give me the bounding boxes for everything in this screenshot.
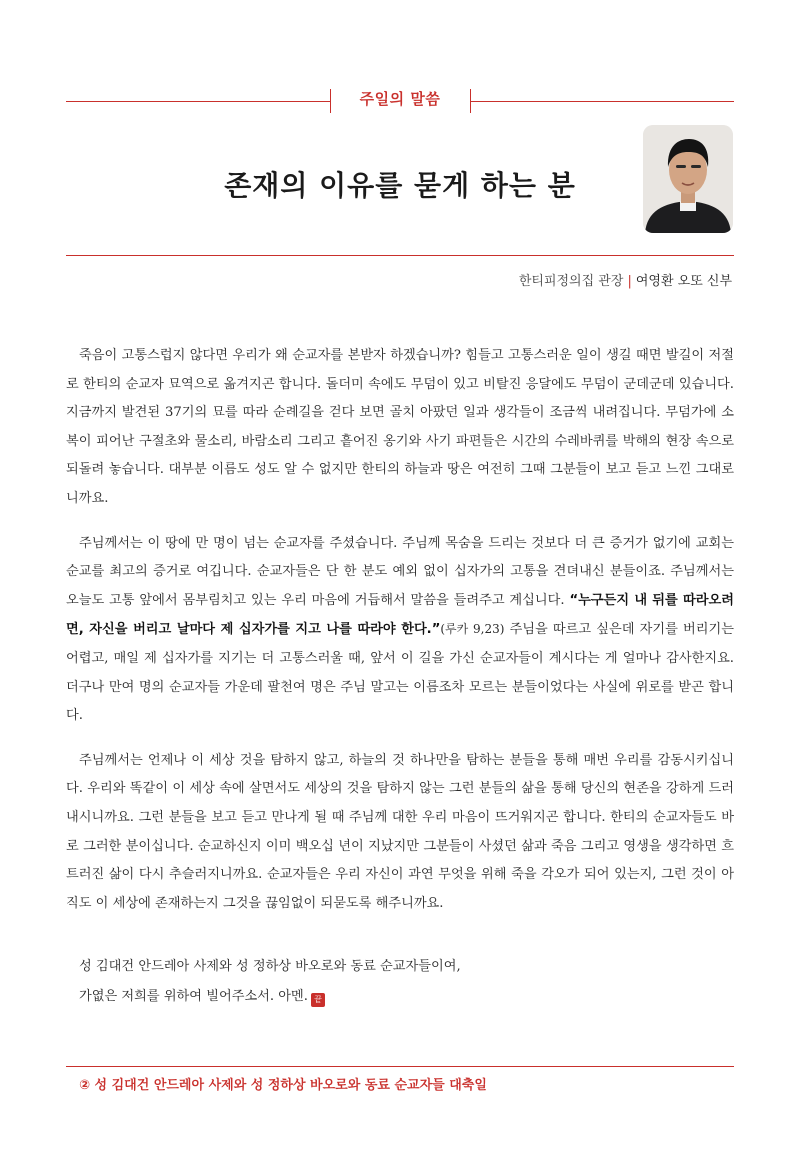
author-name: 여영환 오또 신부 — [635, 274, 732, 289]
header-rule-right — [470, 101, 734, 102]
prayer-line-2 — [79, 982, 461, 1012]
title-divider — [66, 255, 734, 256]
scripture-citation: (루카 9,23) — [440, 622, 505, 637]
author-photo-image — [643, 125, 733, 233]
prayer-line-2-text: 가엾은 저희를 위하여 빌어주소서. 아멘. — [79, 989, 308, 1004]
paragraph-2-text-after: 주님을 따르고 싶은데 자기를 버리기는 어렵고, 매일 제 십자가를 지기는 더 고통스러울 때, 앞서 이 길을 가신 순교자들이 계시다는 게 얼마나 감사한지요. 더구나 만여 명의 순교자들 가운데 팔천여 명은 주님 말고는 이름조차 모르는 분들이었다는 사실에 위로를 받곤 합니다. — [66, 622, 734, 724]
author-position: 한티피정의집 관장 — [518, 274, 624, 289]
end-mark-icon: 끝 — [311, 993, 325, 1007]
article-paragraph-1: 죽음이 고통스럽지 않다면 우리가 왜 순교자를 본받자 하겠습니까? 힘들고 고통스러운 일이 생길 때면 발길이 저절로 한티의 순교자 묘역으로 옮겨지곤 합니다. 돌더미 속에도 무덤이 있고 비탈진 응달에도 무덤이 군데군데 있습니다. 지금까지 발견된 37기의 묘를 따라 순례길을 걷다 보면 골치 아팠던 일과 생각들이 조금씩 내려집니다. 무덤가에 소복이 피어난 구절초와 물소리, 바람소리 그리고 흩어진 옹기와 사기 파편들은 시간의 수레바퀴를 박해의 현장 속으로 되돌려 놓습니다. 대부분 이름도 성도 알 수 없지만 한티의 하늘과 땅은 여전히 그때 그분들이 보고 듣고 느낀 그대로니까요. — [66, 348, 734, 506]
paragraph-2-text-before: 주님께서는 이 땅에 만 명이 넘는 순교자를 주셨습니다. 주님께 목숨을 드리는 것보다 더 큰 증거가 없기에 교회는 순교를 최고의 증거로 여깁니다. 순교자들은 단 한 분도 예외 없이 십자가의 고통을 견뎌내신 분들이죠. 주님께서는 오늘도 고통 앞에서 몸부림치고 있는 우리 마음에 거듭해서 말씀을 들려주고 계십니다. — [66, 535, 734, 608]
section-label: 주일의 말씀 — [359, 90, 441, 108]
author-byline — [519, 270, 732, 289]
prayer-line-1: 성 김대건 안드레아 사제와 성 정하상 바오로와 동료 순교자들이여, — [79, 959, 461, 974]
byline-separator: | — [627, 274, 632, 289]
footer-rule — [66, 1066, 734, 1067]
scripture-quote: “누구든지 내 뒤를 따라오려면, 자신을 버리고 날마다 제 십자가를 지고 나를 따라야 한다.” — [66, 592, 734, 638]
article-paragraph-3: 주님께서는 언제나 이 세상 것을 탐하지 않고, 하늘의 것 하나만을 탐하는 분들을 통해 매번 우리를 감동시키십니다. 우리와 똑같이 이 세상 속에 살면서도 세상의 것을 탐하지 않는 그런 분들의 삶을 통해 당신의 현존을 강하게 드러내시니까요. 그런 분들을 보고 듣고 만나게 될 때 주님께 대한 우리 마음이 뜨거워지곤 합니다. 한티의 순교자들도 바로 그러한 분이십니다. 순교하신지 이미 백오십 년이 지났지만 그분들이 사셨던 삶과 죽음 그리고 영생을 생각하면 흐트러진 삶이 다시 추슬러지니까요. 순교자들은 우리 자신이 과연 무엇을 위해 죽을 각오가 되어 있는지, 그런 것이 아직도 이 세상에 존재하는지 그것을 끊임없이 되묻도록 해주니까요. — [66, 752, 734, 911]
feast-day-note: ② 성 김대건 안드레아 사제와 성 정하상 바오로와 동료 순교자들 대축일 — [79, 1078, 487, 1093]
header-rule-left — [66, 101, 330, 102]
author-portrait — [643, 125, 733, 233]
closing-prayer — [79, 952, 461, 1012]
article-body — [66, 342, 734, 934]
article-paragraph-2 — [66, 530, 734, 731]
page-title: 존재의 이유를 묻게 하는 분 — [224, 169, 576, 202]
